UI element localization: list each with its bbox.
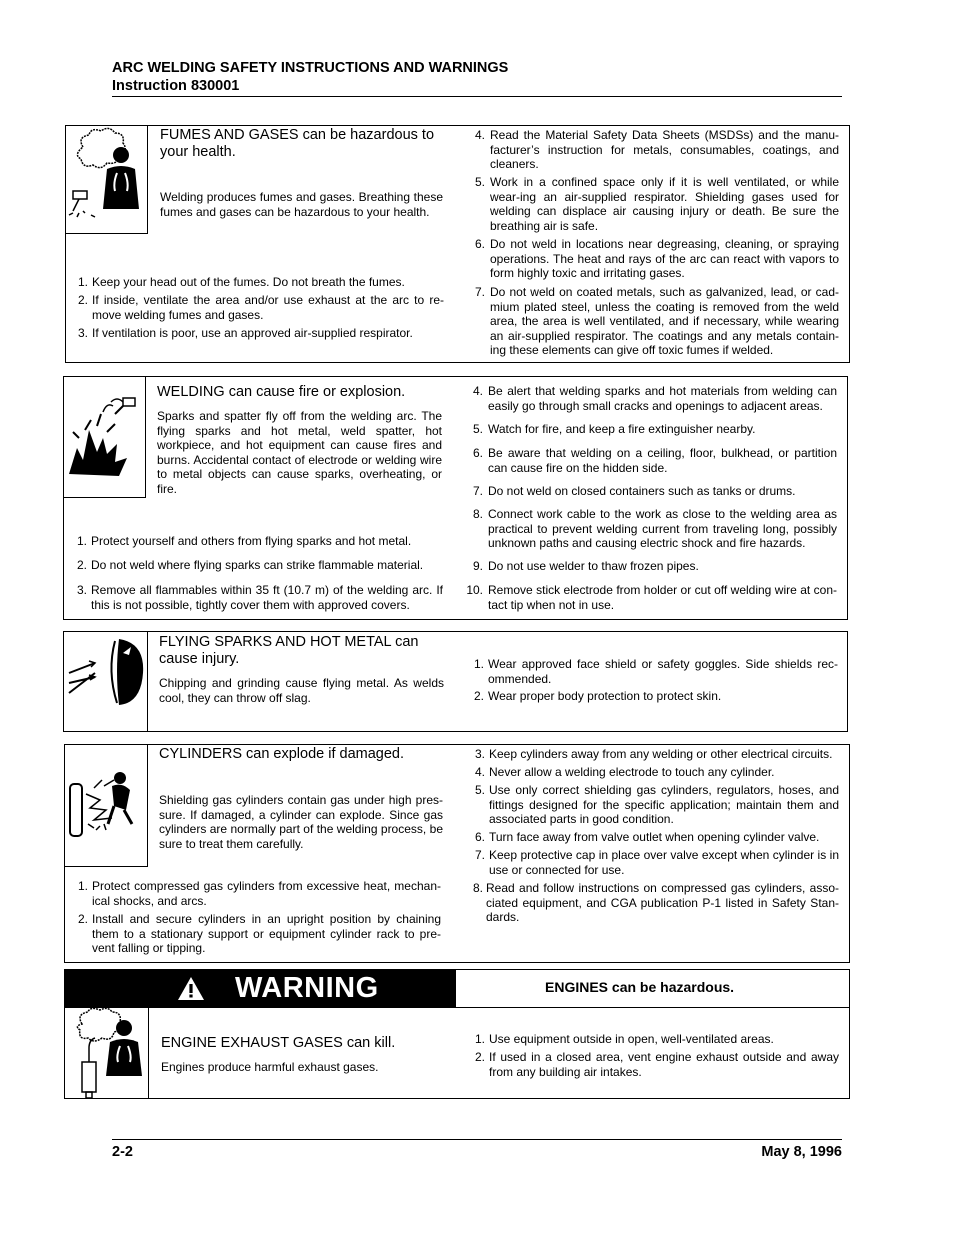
list-item-number: 2. — [473, 689, 484, 703]
list-item-text: Install and secure cylinders in an upright position by chaining them to a stationary support or equipment cylinder rack to pre-vent falling or tipping. — [92, 912, 441, 956]
list-item-number: 1. — [474, 1032, 485, 1046]
list-item-number: 4. — [474, 128, 485, 142]
list-item-text: If ventilation is poor, use an approved air-supplied respirator. — [92, 326, 413, 340]
list-item-number: 10. — [466, 583, 483, 597]
header-divider — [112, 96, 842, 97]
list-item-number: 8. — [472, 507, 483, 521]
list-item-text: If used in a closed area, vent engine exhaust outside and away from any building air intakes. — [489, 1050, 839, 1079]
list-item-text: Protect compressed gas cylinders from excessive heat, mechan-ical shocks, and arcs. — [92, 879, 441, 908]
list-item — [75, 583, 443, 612]
list-item — [472, 881, 839, 925]
list-item-text: Do not weld on coated metals, such as galvanized, lead, or cad-mium plated steel, unless the coating is removed from the weld area, the area is well ventilated, and if necessary, while wearing an air-supplied respirator. The coatings and any metals contain-ing these elements can give off toxic fumes if welded. — [490, 285, 839, 358]
list-item — [76, 293, 444, 322]
list-item-number: 5. — [474, 175, 485, 189]
face-shield-icon — [63, 631, 148, 732]
list-item-number: 1. — [473, 657, 484, 671]
list-item-text: Remove stick electrode from holder or cut off welding wire at con-tact tip when not in use. — [488, 583, 837, 612]
list-item — [464, 446, 837, 475]
document-date: May 8, 1996 — [761, 1144, 842, 1160]
list-item-text: Protect yourself and others from flying sparks and hot metal. — [91, 534, 412, 548]
sparks-icon-box — [63, 631, 148, 732]
list-item-text: Keep protective cap in place over valve except when cylinder is in use or connected for use. — [489, 848, 839, 877]
list-item-number: 6. — [474, 237, 485, 251]
list-item-number: 7. — [472, 484, 483, 498]
cylinders-icon-box — [64, 744, 148, 867]
list-item-text: Remove all flammables within 35 ft (10.7 m) of the welding arc. If this is not possible, tightly cover them with approved covers. — [91, 583, 443, 612]
list-item-text: Turn face away from valve outlet when opening cylinder valve. — [489, 830, 820, 844]
exhaust-icon-box — [64, 1008, 149, 1099]
list-item-number: 1. — [77, 879, 88, 893]
list-item — [464, 484, 837, 499]
list-item-number: 5. — [474, 783, 485, 797]
page-number: 2-2 — [112, 1144, 133, 1160]
fire-icon-box — [63, 376, 146, 498]
engines-header-rule — [64, 1007, 850, 1008]
engines-title: ENGINES can be hazardous. — [545, 979, 735, 995]
list-item — [472, 689, 838, 704]
list-item-number: 2. — [76, 558, 87, 572]
list-item-text: Use only correct shielding gas cylinders, regulators, hoses, and fittings designed for the specific application; maintain them and associated parts in good condition. — [489, 783, 839, 827]
list-item — [75, 534, 443, 549]
list-item — [473, 175, 839, 233]
list-item — [473, 765, 839, 780]
list-item — [473, 848, 839, 877]
warning-triangle-icon — [176, 975, 206, 1002]
list-item-text: If inside, ventilate the area and/or use exhaust at the arc to re-move welding fumes and gases. — [92, 293, 444, 322]
list-item-number: 3. — [474, 747, 485, 761]
list-item — [464, 559, 837, 574]
list-item-number: 1. — [76, 534, 87, 548]
fire-description: Sparks and spatter fly off from the welding arc. The flying sparks and hot metal, weld spatter, hot workpiece, and hot equipment can cause fires and burns. Accidental contact of electrode or welding wire to metal objects can cause sparks, overheating, or fire. — [157, 409, 442, 496]
list-item-number: 9. — [472, 559, 483, 573]
list-item-text: Never allow a welding electrode to touch any cylinder. — [489, 765, 775, 779]
list-item — [473, 128, 839, 172]
list-item-number: 3. — [77, 326, 88, 340]
warning-label: WARNING — [235, 972, 379, 1004]
list-item-text: Watch for fire, and keep a fire extinguisher nearby. — [488, 422, 756, 436]
list-item-text: Use equipment outside in open, well-ventilated areas. — [489, 1032, 774, 1046]
list-item-text: Work in a confined space only if it is well ventilated, or while wear-ing an air-supplied respirator. Shielding gases used for welding can displace air causing injury or death. Be sure the breathing air is safe. — [490, 175, 839, 233]
list-item-number: 1. — [77, 275, 88, 289]
list-item-text: Keep cylinders away from any welding or other electrical circuits. — [489, 747, 833, 761]
list-item-text: Read the Material Safety Data Sheets (MSDSs) and the manu-facturer’s instruction for metals, consumables, coatings, and cleaners. — [490, 128, 839, 172]
list-item — [76, 326, 444, 341]
fumes-title: FUMES AND GASES can be hazardous to your health. — [160, 127, 435, 160]
page-header-subtitle: Instruction 830001 — [112, 78, 240, 94]
list-item — [473, 783, 839, 827]
list-item-number: 4. — [474, 765, 485, 779]
list-item — [76, 275, 444, 290]
list-item-text: Be alert that welding sparks and hot materials from welding can easily go through small cracks and openings to adjacent areas. — [488, 384, 837, 413]
fumes-description: Welding produces fumes and gases. Breathing these fumes and gases can be hazardous to your health. — [160, 190, 443, 219]
page-header-title: ARC WELDING SAFETY INSTRUCTIONS AND WARNINGS — [112, 60, 509, 76]
fumes-icon-box — [65, 125, 148, 234]
fumes-hazard-icon — [65, 125, 148, 234]
list-item-text: Do not use welder to thaw frozen pipes. — [488, 559, 699, 573]
list-item-text: Do not weld in locations near degreasing, cleaning, or spraying operations. The heat and rays of the arc can react with vapors to form highly toxic and irritating gases. — [490, 237, 839, 281]
list-item — [464, 384, 837, 413]
list-item-number: 6. — [474, 830, 485, 844]
list-item — [76, 912, 441, 956]
list-item-text: Wear proper body protection to protect skin. — [488, 689, 722, 703]
engine-exhaust-icon — [64, 1008, 149, 1099]
list-item — [473, 747, 839, 762]
list-item — [473, 285, 839, 358]
list-item-text: Do not weld where flying sparks can strike flammable material. — [91, 558, 424, 572]
list-item-number: 3. — [76, 583, 87, 597]
sparks-title: FLYING SPARKS AND HOT METAL can cause injury. — [159, 634, 419, 667]
list-item — [464, 583, 837, 612]
list-item-text: Wear approved face shield or safety goggles. Side shields rec-ommended. — [488, 657, 838, 686]
list-item-text: Be aware that welding on a ceiling, floor, bulkhead, or partition can cause fire on the hidden side. — [488, 446, 837, 475]
list-item-number: 7. — [474, 285, 485, 299]
list-item — [76, 879, 441, 908]
list-item — [75, 558, 443, 573]
list-item — [473, 237, 839, 281]
cylinder-explosion-icon — [64, 744, 148, 867]
list-item — [473, 830, 839, 845]
cylinders-title: CYLINDERS can explode if damaged. — [159, 746, 405, 762]
list-item-number: 2. — [77, 912, 88, 926]
fire-title: WELDING can cause fire or explosion. — [157, 384, 406, 400]
list-item-number: 7. — [474, 848, 485, 862]
cylinders-description: Shielding gas cylinders contain gas under high pres-sure. If damaged, a cylinder can explode. Since gas cylinders are normally part of the welding process, be sure to treat them carefully. — [159, 793, 443, 851]
engines-title-divider — [455, 969, 456, 1008]
list-item — [464, 507, 837, 551]
list-item — [472, 657, 838, 686]
list-item-number: 4. — [472, 384, 483, 398]
list-item-text: Keep your head out of the fumes. Do not breath the fumes. — [92, 275, 405, 289]
exhaust-description: Engines produce harmful exhaust gases. — [161, 1060, 379, 1074]
fire-explosion-icon — [63, 376, 146, 498]
list-item-text: Read and follow instructions on compressed gas cylinders, asso-ciated equipment, and CGA publication P-1 listed in Safety Stan-dards. — [486, 881, 839, 925]
list-item-number: 2. — [474, 1050, 485, 1064]
list-item — [473, 1050, 839, 1079]
list-item — [464, 422, 837, 437]
sparks-description: Chipping and grinding cause flying metal. As welds cool, they can throw off slag. — [159, 676, 444, 705]
exhaust-title: ENGINE EXHAUST GASES can kill. — [161, 1035, 396, 1051]
footer-divider — [112, 1139, 842, 1140]
list-item-number: 5. — [472, 422, 483, 436]
list-item-text: Do not weld on closed containers such as tanks or drums. — [488, 484, 796, 498]
list-item-number: 6. — [472, 446, 483, 460]
list-item-number: 8. — [472, 881, 483, 895]
list-item-number: 2. — [77, 293, 88, 307]
list-item — [473, 1032, 839, 1047]
list-item-text: Connect work cable to the work as close to the welding area as practical to prevent welding current from traveling long, possibly unknown paths and causing electric shock and fire hazards. — [488, 507, 837, 551]
